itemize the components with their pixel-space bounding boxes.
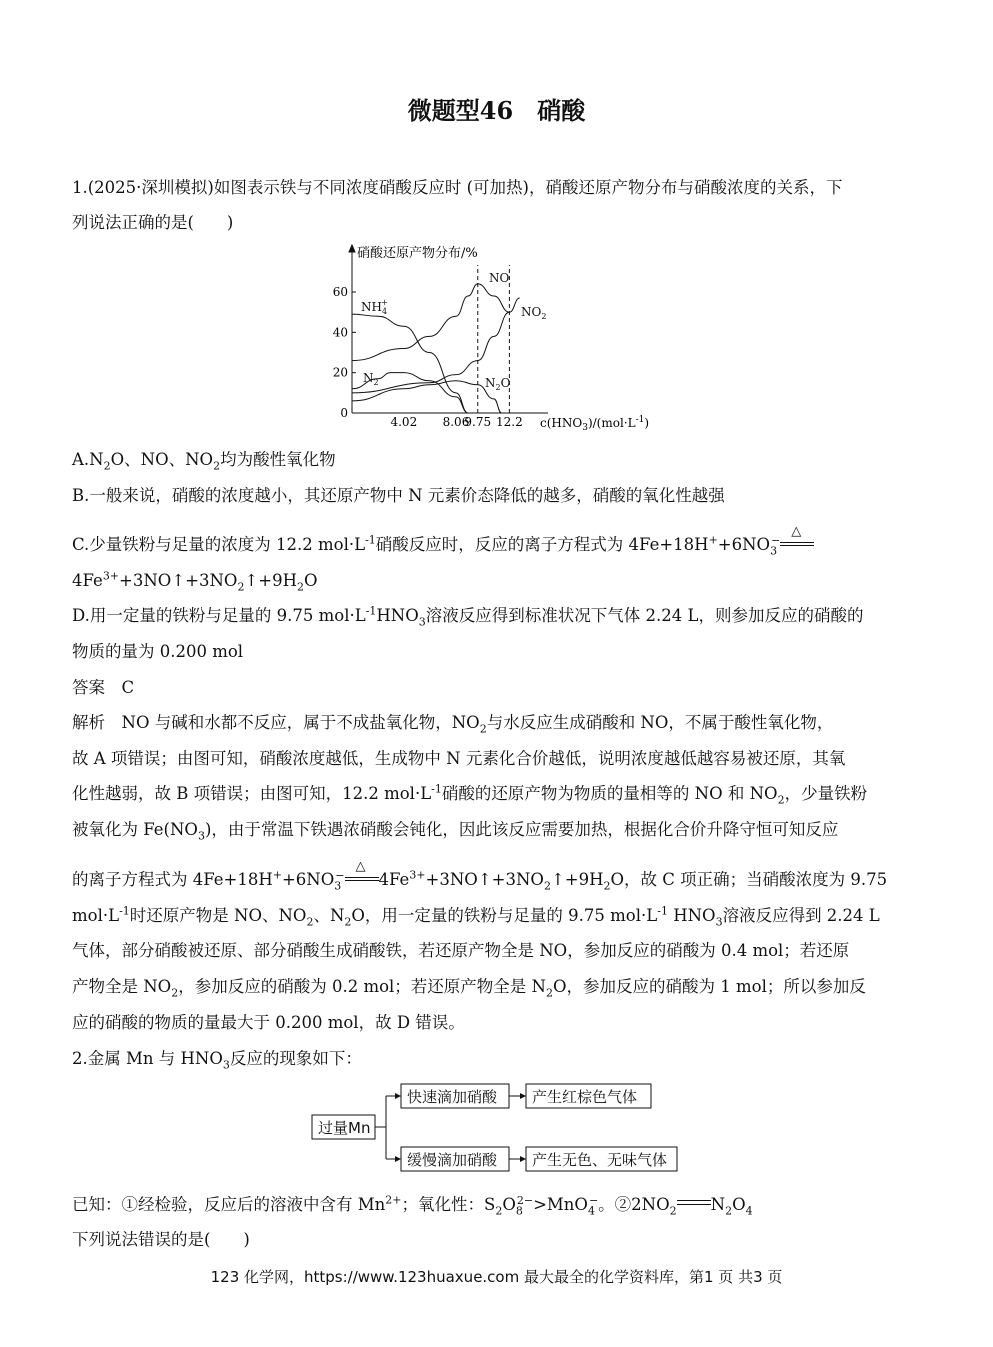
arrowhead-icon: [520, 1156, 526, 1162]
flow-bottom-action-label: 缓慢滴加硝酸: [407, 1151, 498, 1169]
q2-question: 下列说法错误的是( ): [72, 1230, 250, 1249]
flow-top-result-label: 产生红棕色气体: [532, 1088, 638, 1106]
q1-explanation-line2: 故 A 项错误；由图可知，硝酸浓度越低，生成物中 N 元素化合价越低，说明浓度越低越容易被还原，其氧: [72, 749, 846, 768]
q1-stem-line2: 列说法正确的是( ): [72, 213, 234, 232]
y-tick-label: 40: [332, 325, 348, 340]
annotation-n2: $N_2$: [363, 371, 379, 387]
q1-explanation-line4: 被氧化为 $Fe(NO_3)$，由于常温下铁遇浓硝酸会钝化，因此该反应需要加热，根据化合价升降守恒可知反应: [72, 820, 839, 843]
q1-explanation-line3: 化性越弱，故 B 项错误；由图可知，12.2 $mol\cdot L^{-1}$硝酸的还原产物为物质的量相等的 NO 和 $NO_2$，少量铁粉: [72, 782, 868, 807]
q2-known: 已知：①经检验，反应后的溶液中含有 $Mn^{2+}$；氧化性：$S_2O_8^{2-}>MnO_4^-$。$②2NO_2$ $N_2O_4$: [72, 1193, 753, 1218]
x-tick-label: 4.02: [390, 415, 418, 429]
chart-annotations: [361, 271, 546, 392]
heating-equals-sign: △: [345, 871, 379, 885]
q1-option-d-line1: D.用一定量的铁粉与足量的 9.75 $mol\cdot L^{-1}HNO_3$溶液反应得到标准状况下气体 2.24 L，则参加反应的硝酸的: [72, 604, 864, 629]
x-tick-label: 12.2: [496, 415, 523, 429]
heating-equals-sign: △: [780, 536, 814, 550]
page-title: 微题型46 硝酸: [407, 96, 586, 125]
x-tick-label: 8.06: [442, 415, 470, 429]
y-tick-label: 0: [340, 406, 348, 420]
flow-top-action-label: 快速滴加硝酸: [407, 1088, 498, 1106]
q1-explanation-line5: 的离子方程式为 $4Fe+18H^++6NO_3^-$ △ $4Fe^{3+}+3NO↑+3NO_2↑+9H_2O$，故 C 项正确；当硝酸浓度为 9.75: [72, 859, 888, 893]
q1-stem-line1: 1.(2025·深圳模拟)如图表示铁与不同浓度硝酸反应时 (可加热)，硝酸还原产物分布与硝酸浓度的关系，下: [72, 178, 843, 197]
arrowhead-icon: [395, 1156, 401, 1162]
equilibrium-arrow-icon: [677, 1196, 711, 1210]
annotation-no: NO: [489, 271, 510, 285]
y-tick-label: 20: [332, 365, 348, 380]
q1-explanation-line9: 应的硝酸的物质的量最大于 0.200 mol，故 D 错误。: [72, 1013, 465, 1032]
annotation-no2: $NO_2$: [521, 305, 547, 321]
page-footer: 123 化学网，https://www.123huaxue.com 最大最全的化学资料库，第1 页 共3 页: [210, 1268, 783, 1286]
arrowhead-icon: [520, 1093, 526, 1099]
q1-answer: 答案 C: [72, 678, 135, 697]
q1-explanation-line6: $mol\cdot L^{-1}$时还原产物是 NO、$NO_2$、$N_2O$，用一定量的铁粉与足量的 9.75 $mol\cdot L^{-1}$ $HNO_3$溶液反应得到 2.24 L: [72, 904, 880, 929]
q1-explanation-line7: 气体，部分硝酸被还原、部分硝酸生成硝酸铁，若还原产物全是 NO，参加反应的硝酸为 0.4 mol；若还原: [72, 941, 850, 960]
q2-stem: 2.金属 Mn 与 $HNO_3$反应的现象如下：: [72, 1049, 362, 1072]
annotation-nh4: $NH_4+$: [361, 298, 388, 316]
reduction-product-chart: [330, 243, 670, 435]
x-axis-label: $c(HNO_3)/(mol\cdot L^{-1})$: [540, 415, 650, 433]
y-axis-label: 硝酸还原产物分布/%: [357, 246, 478, 261]
q1-option-c-line2: $4Fe^{3+}+3NO↑+3NO_2↑+9H_2O$: [72, 569, 318, 594]
annotation-n2o: $N_2O$: [485, 376, 511, 392]
flow-bottom-result-label: 产生无色、无味气体: [532, 1151, 668, 1169]
chart-ticks: [333, 265, 523, 429]
x-tick-label: 9.75: [464, 415, 492, 429]
arrowhead-icon: [395, 1093, 401, 1099]
mn-reaction-flowchart: [310, 1083, 680, 1179]
q1-option-c-line1: C.少量铁粉与足量的浓度为 12.2 $mol\cdot L^{-1}$硝酸反应时，反应的离子方程式为 $4Fe+18H^++6NO_3^-$ △: [72, 535, 814, 555]
y-tick-label: 60: [332, 285, 348, 299]
q1-explanation-line1: 解析 NO 与碱和水都不反应，属于不成盐氧化物，$NO_2$与水反应生成硝酸和 NO，不属于酸性氧化物，: [72, 713, 834, 736]
q1-explanation-line8: 产物全是 $NO_2$，参加反应的硝酸为 0.2 mol；若还原产物全是 $N_2O$，参加反应的硝酸为 1 mol；所以参加反: [72, 977, 866, 1000]
q1-option-b: B.一般来说，硝酸的浓度越小，其还原产物中 N 元素价态降低的越多，硝酸的氧化性越强: [72, 486, 725, 505]
q1-option-d-line2: 物质的量为 0.200 mol: [72, 642, 244, 661]
flow-start-label: 过量Mn: [318, 1119, 371, 1137]
q1-option-a: $A.N_2O$、NO、$NO_2$均为酸性氧化物: [72, 450, 336, 473]
y-axis-arrow: [349, 245, 355, 252]
